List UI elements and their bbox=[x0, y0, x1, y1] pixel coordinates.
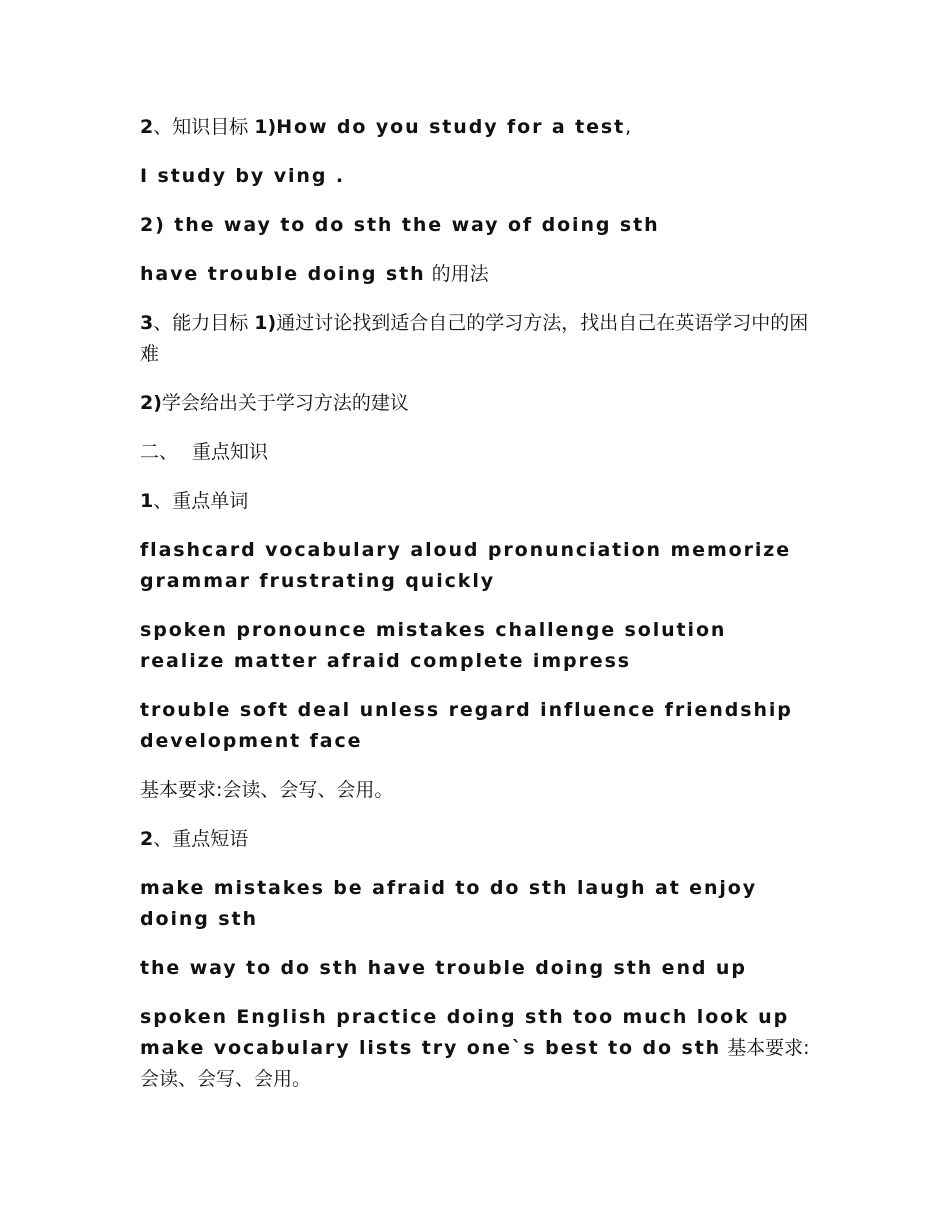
key-words-heading: 1、重点单词 bbox=[140, 490, 249, 512]
key-phrases-list-3: spoken English practice doing sth too much look up make vocabulary lists try one`s best to do sth 基本要求: 会读、会写、会用。 bbox=[140, 1006, 810, 1090]
knowledge-goal-heading: 2、知识目标 1)How do you study for a test, bbox=[140, 116, 632, 138]
study-answer-line: I study by ving . bbox=[140, 165, 345, 187]
have-trouble-line: have trouble doing sth 的用法 bbox=[140, 263, 489, 285]
document-page bbox=[140, 112, 820, 1113]
the-way-line: 2) the way to do sth the way of doing sth bbox=[140, 214, 660, 236]
section-key-knowledge: 二、 重点知识 bbox=[140, 441, 269, 463]
key-phrases-heading: 2、重点短语 bbox=[140, 828, 249, 850]
key-words-list-3: trouble soft deal unless regard influence friendship development face bbox=[140, 699, 793, 752]
key-words-list-2: spoken pronounce mistakes challenge solution realize matter afraid complete impress bbox=[140, 619, 727, 672]
ability-goal-2: 2)学会给出关于学习方法的建议 bbox=[140, 392, 409, 414]
key-words-list-1: flashcard vocabulary aloud pronunciation memorize grammar frustrating quickly bbox=[140, 539, 792, 592]
words-requirement: 基本要求:会读、会写、会用。 bbox=[140, 779, 394, 801]
key-phrases-list-2: the way to do sth have trouble doing sth end up bbox=[140, 957, 747, 979]
key-phrases-list-1: make mistakes be afraid to do sth laugh at enjoy doing sth bbox=[140, 877, 758, 930]
ability-goal-heading: 3、能力目标 1)通过讨论找到适合自己的学习方法，找出自己在英语学习中的困难 bbox=[140, 312, 809, 365]
